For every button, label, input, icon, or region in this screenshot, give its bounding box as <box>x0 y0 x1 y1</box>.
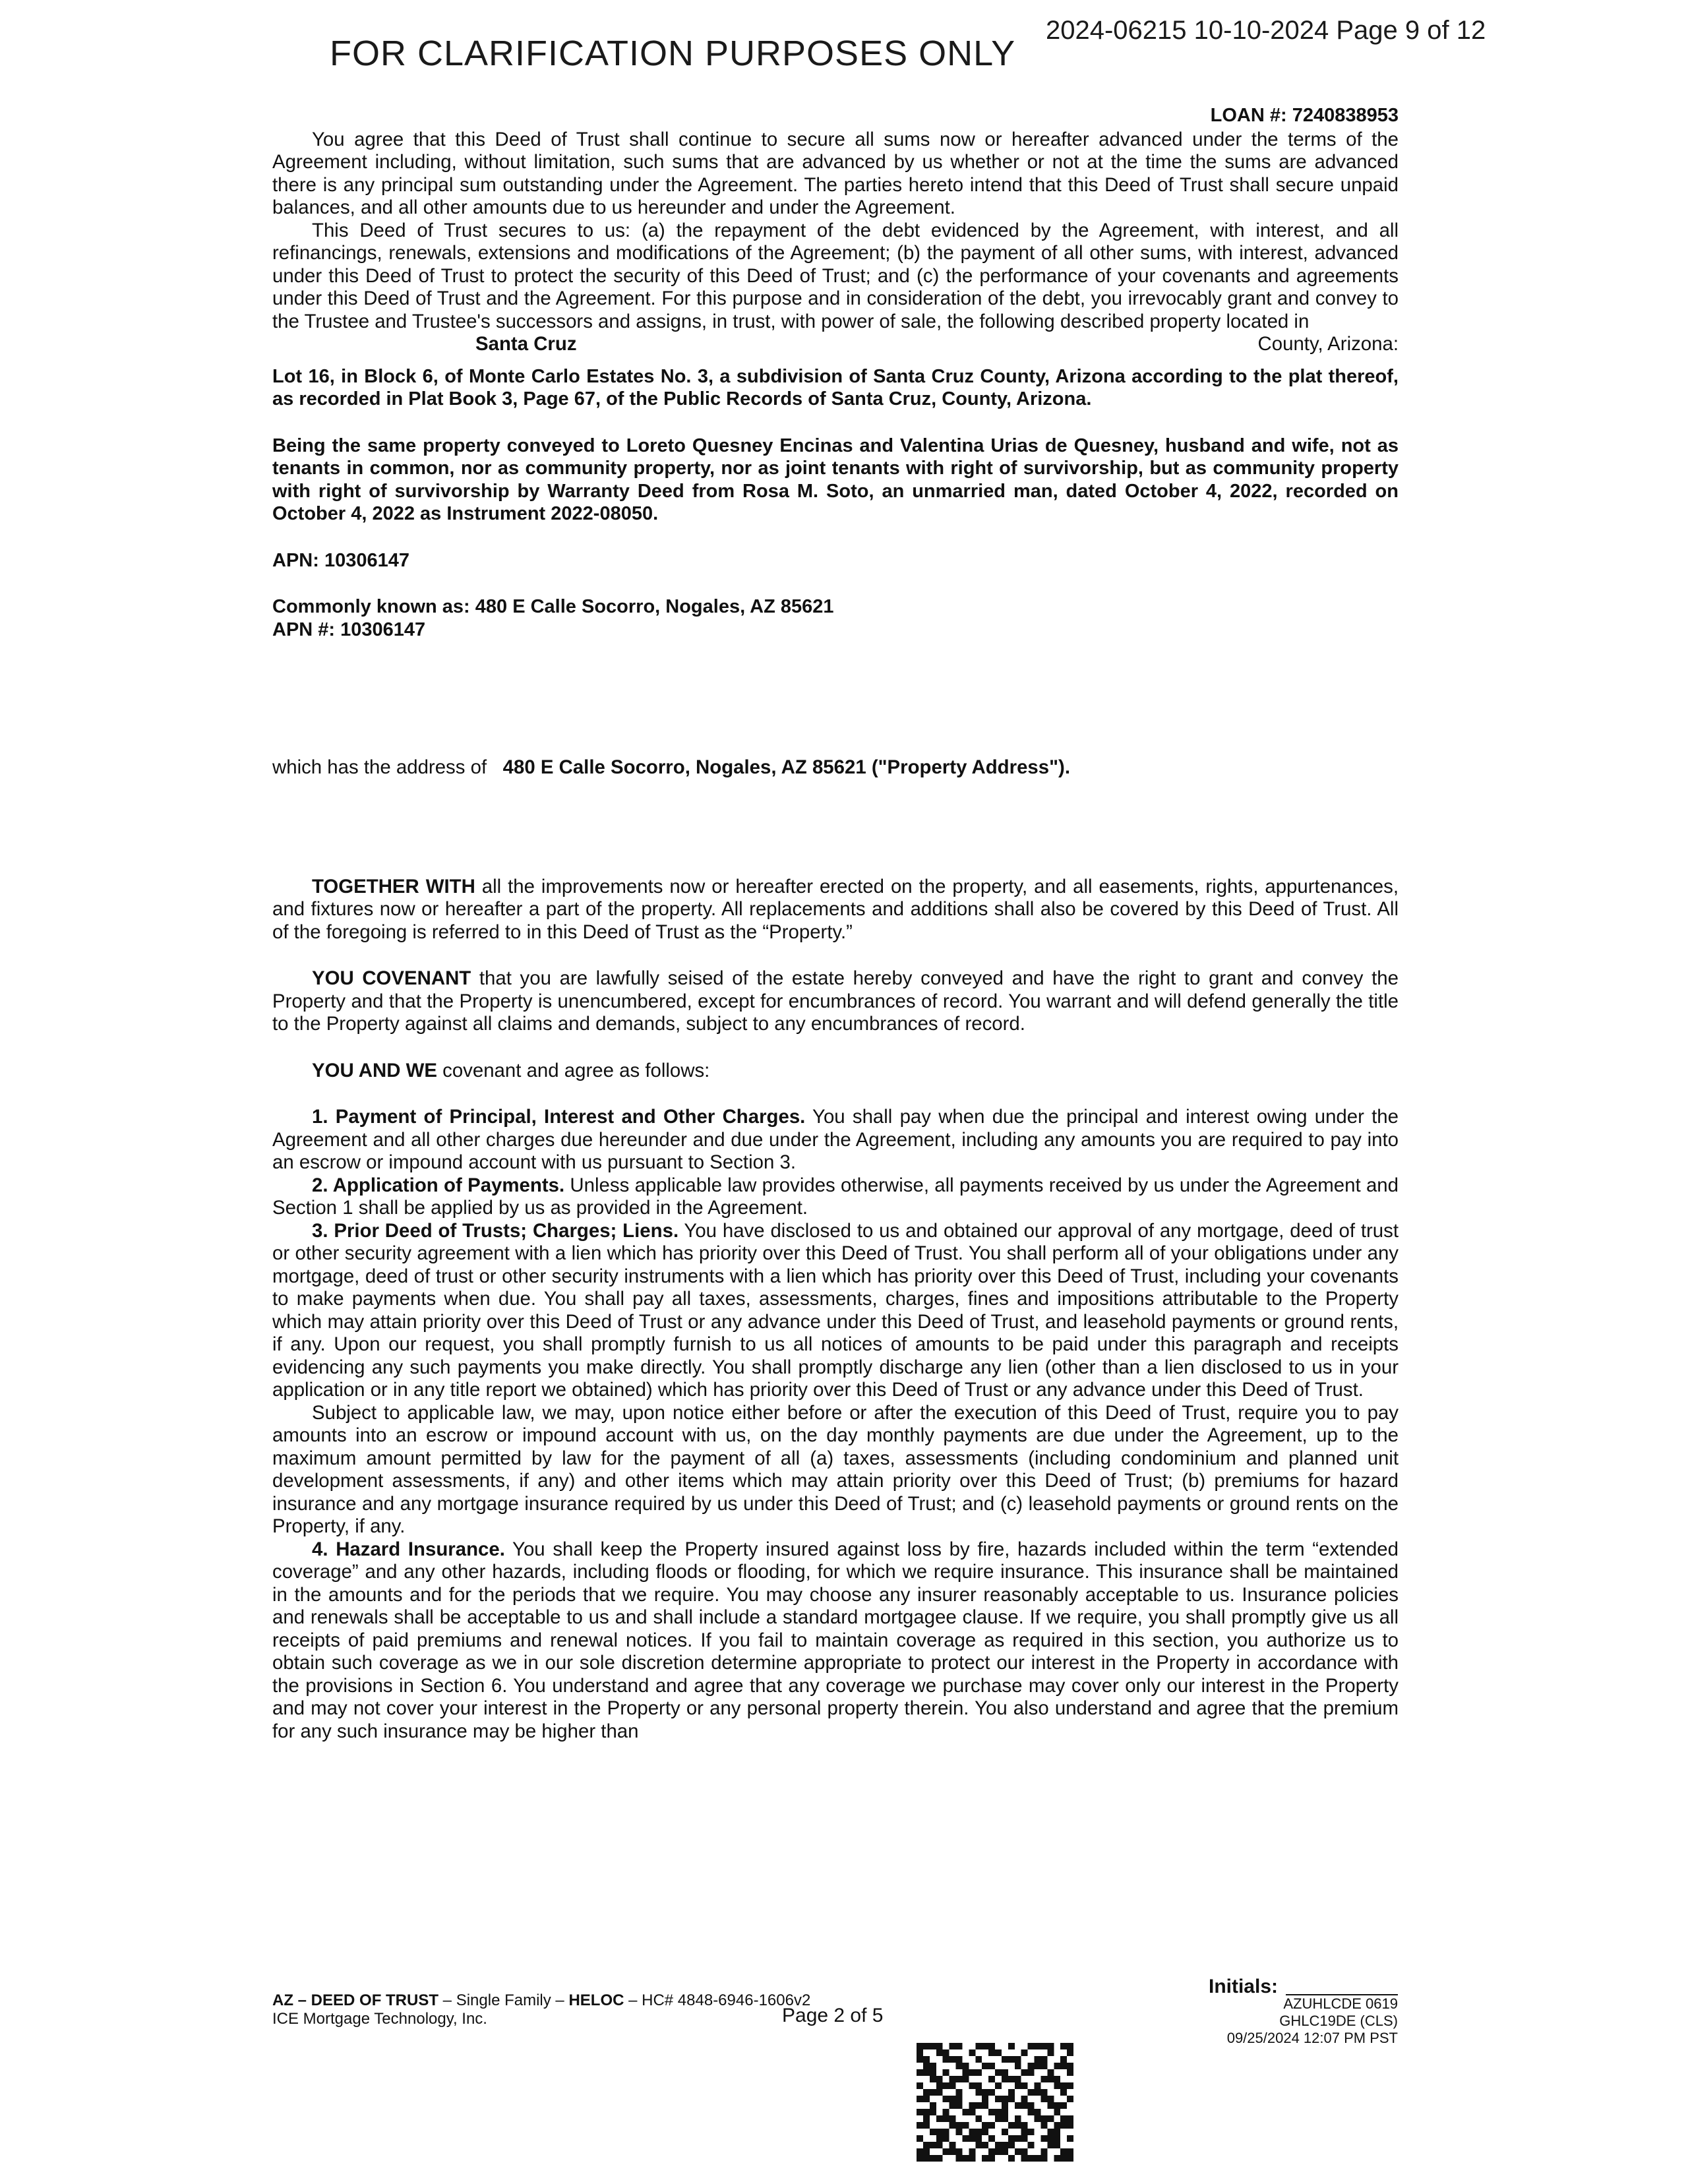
qr-barcode-icon <box>917 2043 1073 2162</box>
address-prefix: which has the address of <box>272 756 487 778</box>
together-with-lead: TOGETHER WITH <box>312 875 475 897</box>
section-2 <box>272 1174 1399 1220</box>
loan-number: LOAN #: 7240838953 <box>1210 105 1399 126</box>
you-covenant-text: that you are lawfully seised of the estate hereby conveyed and have the right to grant and convey the Property and that the Property is unencumbered, except for encumbrances of record. You warrant and will defend generally the title to the Property against all claims and demands, subject to any encumbrances of record. <box>272 967 1399 1035</box>
page-number: Page 2 of 5 <box>782 2005 884 2026</box>
legal-description-vesting: Being the same property conveyed to Loreto Quesney Encinas and Valentina Urias de Quesney, husband and wife, not as tenants in common, nor as community property, nor as joint tenants with right of survivorship, but as community property with right of survivorship by Warranty Deed from Rosa M. Soto, an unmarried man, dated October 4, 2022, recorded on October 4, 2022 as Instrument 2022-08050. <box>272 435 1399 524</box>
you-covenant-lead: YOU COVENANT <box>312 967 471 989</box>
form-timestamp: 09/25/2024 12:07 PM PST <box>1226 2030 1398 2046</box>
property-address-line <box>272 756 1399 779</box>
section-3 <box>272 1220 1399 1402</box>
section-1 <box>272 1106 1399 1174</box>
together-with-text: all the improvements now or hereafter erected on the property, and all easements, rights, appurtenances, and fixtures now or hereafter a part of the property. All replacements and additions shall also be covered by this Deed of Trust. All of the foregoing is referred to in this Deed of Trust as the “Property.” <box>272 875 1399 943</box>
section-3-escrow: Subject to applicable law, we may, upon notice either before or after the execution of this Deed of Trust, require you to pay amounts into an escrow or impound account with us, on the day monthly payments are due under the Agreement, up to the maximum amount permitted by law for the payment of all (a) taxes, assessments (including condominium and planned unit development assessments, if any) and other items which may attain priority over this Deed of Trust; (b) premiums for hazard insurance and any mortgage insurance required by us under this Deed of Trust; and (c) leasehold payments or ground rents on the Property, if any. <box>272 1401 1399 1537</box>
property-address: 480 E Calle Socorro, Nogales, AZ 85621 ("Property Address"). <box>502 756 1070 778</box>
commonly-known-as: Commonly known as: 480 E Calle Socorro, Nogales, AZ 85621 <box>272 596 834 617</box>
section-2-text: Unless applicable law provides otherwise, all payments received by us under the Agreement and Section 1 shall be applied by us as provided in the Agreement. <box>272 1174 1399 1219</box>
form-heloc: HELOC <box>568 1991 624 2009</box>
county-suffix: County, Arizona: <box>1257 333 1399 355</box>
form-publisher: ICE Mortgage Technology, Inc. <box>272 2010 487 2028</box>
section-4-text: You shall keep the Property insured against loss by fire, hazards included within the term “extended coverage” and any other hazards, including floods or flooding, for which we require insurance. This insurance shall be maintained in the amounts and for the periods that we require. You may choose any insurer reasonably acceptable to us. Insurance policies and renewals shall be acceptable to us and shall include a standard mortgagee clause. If we require, you shall promptly give us all receipts of paid premiums and renewal notices. If you fail to maintain coverage as required in this section, you authorize us to obtain such coverage as we in our sole discretion determine appropriate to protect our interest in the Property in accordance with the provisions in Section 6. You understand and agree that any coverage we purchase may cover only our interest in the Property and may not cover your interest in the Property or any personal property therein. You also understand and agree that the premium for any such insurance may be higher than <box>272 1538 1399 1742</box>
apn: APN: 10306147 <box>272 549 409 571</box>
county-line <box>272 333 1399 356</box>
section-1-text: You shall pay when due the principal and interest owing under the Agreement and all other charges due hereunder and due under the Agreement, including any amounts you are required to pay into an escrow or impound account with us pursuant to Section 3. <box>272 1106 1399 1173</box>
apn-number: APN #: 10306147 <box>272 619 426 640</box>
you-and-we-lead: YOU AND WE <box>312 1059 437 1081</box>
initials-label: Initials: <box>1208 1976 1278 1997</box>
section-1-heading: 1. Payment of Principal, Interest and Other Charges. <box>312 1106 806 1128</box>
legal-description-lot: Lot 16, in Block 6, of Monte Carlo Estates No. 3, a subdivision of Santa Cruz County, Arizona according to the plat thereof, as recorded in Plat Book 3, Page 67, of the Public Records of Santa Cruz, County, Arizona. <box>272 365 1399 410</box>
form-code-2: GHLC19DE (CLS) <box>1279 2013 1398 2029</box>
form-hc-number: – HC# 4848-6946-1606v2 <box>624 1991 811 2009</box>
paragraph-advances: You agree that this Deed of Trust shall continue to secure all sums now or hereafter advanced under the terms of the Agreement including, without limitation, such sums that are advanced by us whether or not at the time the sums are advanced there is any principal sum outstanding under the Agreement. The parties hereto intend that this Deed of Trust shall secure unpaid balances, and all other amounts due to us hereunder and under the Agreement. <box>272 128 1399 218</box>
initials-field <box>1209 1978 1398 1995</box>
together-with-paragraph <box>272 876 1399 944</box>
form-title: AZ – DEED OF TRUST <box>272 1991 439 2009</box>
section-4 <box>272 1538 1399 1744</box>
initials-line <box>1286 1987 1398 1995</box>
section-3-heading: 3. Prior Deed of Trusts; Charges; Liens. <box>312 1219 679 1242</box>
clarification-stamp: FOR CLARIFICATION PURPOSES ONLY <box>330 34 1016 73</box>
paragraph-secures-text: This Deed of Trust secures to us: (a) the repayment of the debt evidenced by the Agreement, with interest, and all refinancings, renewals, extensions and modifications of the Agreement; (b) the payment of all other sums, with interest, advanced under this Deed of Trust to protect the security of this Deed of Trust; and (c) the performance of your covenants and agreements under this Deed of Trust and the Agreement. For this purpose and in consideration of the debt, you irrevocably grant and convey to the Trustee and Trustee's successors and assigns, in trust, with power of sale, the following described property located in <box>272 219 1399 332</box>
document-body <box>272 104 1399 1743</box>
form-type: – Single Family – <box>438 1991 569 2009</box>
recording-stamp: 2024-06215 10-10-2024 Page 9 of 12 <box>1046 16 1486 45</box>
section-3-text: You have disclosed to us and obtained our approval of any mortgage, deed of trust or other security agreement with a lien which has priority over this Deed of Trust. You shall perform all of your obligations under any mortgage, deed of trust or other security instruments with a lien which has priority over this Deed of Trust, including your covenants to make payments when due. You shall pay all taxes, assessments, charges, fines and impositions attributable to the Property which may attain priority over this Deed of Trust or any advance under this Deed of Trust, and leasehold payments or ground rents, if any. Upon our request, you shall promptly furnish to us all notices of amounts to be paid under this paragraph and receipts evidencing any such payments you make directly. You shall promptly discharge any lien (other than a lien disclosed to us in your application or in any title report we obtained) which has priority over this Deed of Trust or any advance under this Deed of Trust. <box>272 1219 1399 1401</box>
section-4-heading: 4. Hazard Insurance. <box>312 1538 505 1560</box>
form-identifier <box>272 1991 810 2028</box>
section-2-heading: 2. Application of Payments. <box>312 1174 565 1196</box>
paragraph-secures <box>272 220 1399 334</box>
county-name: Santa Cruz <box>475 333 577 355</box>
form-code-1: AZUHLCDE 0619 <box>1283 1995 1398 2012</box>
you-covenant-paragraph <box>272 967 1399 1036</box>
footer-codes <box>1209 1978 1398 2047</box>
you-and-we-text: covenant and agree as follows: <box>437 1059 710 1081</box>
you-and-we-paragraph <box>272 1060 1399 1083</box>
form-title-line <box>272 1991 810 2010</box>
